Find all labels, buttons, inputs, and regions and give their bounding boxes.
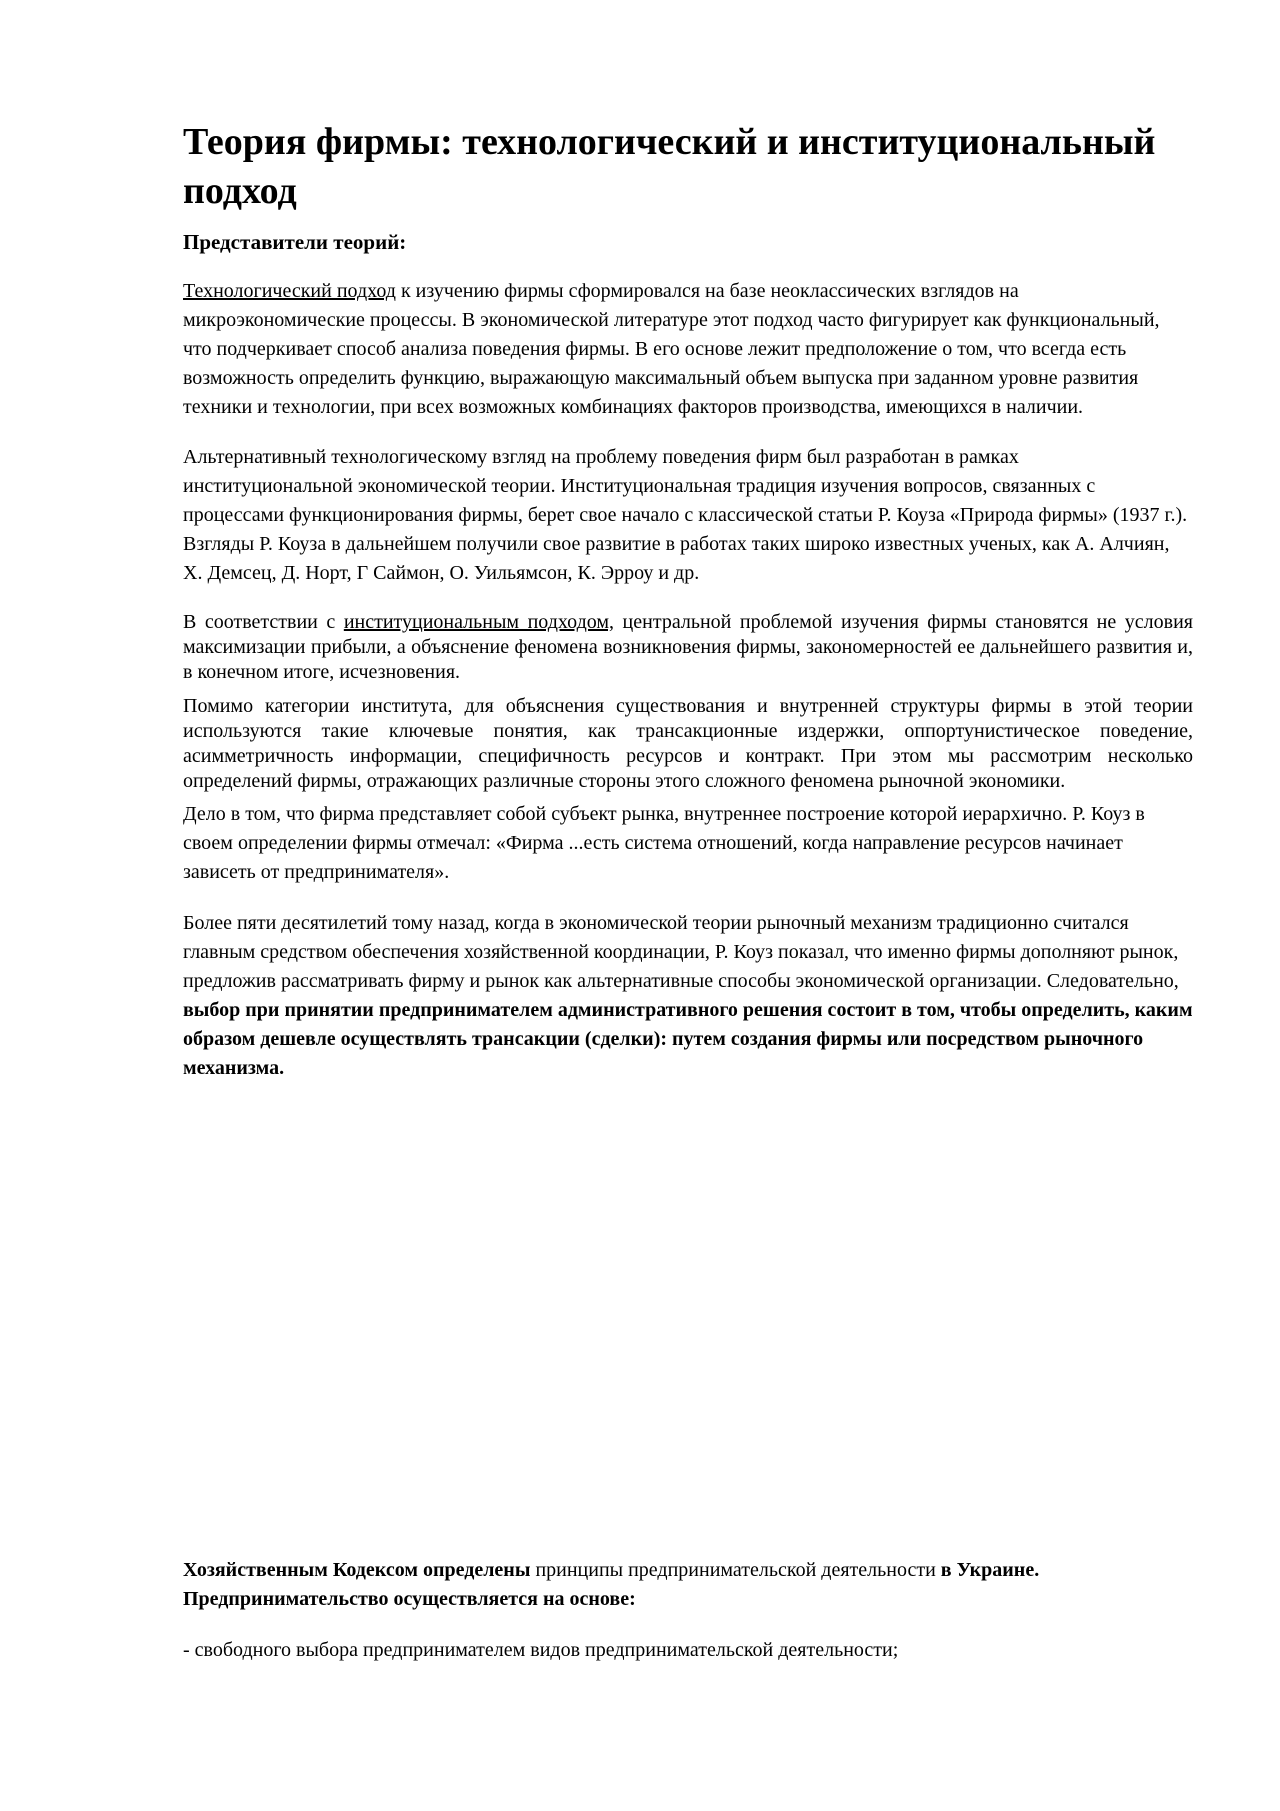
list-item: - свободного выбора предпринимателем видов предпринимательской деятельности; <box>183 1639 899 1661</box>
paragraph-text: принципы предпринимательской деятельности <box>530 1559 941 1581</box>
institutional-approach-link[interactable]: институциональным подходом, <box>343 611 615 633</box>
paragraph-institutional-approach <box>183 610 1193 685</box>
paragraph-economic-code <box>183 1556 1193 1614</box>
document-title: Теория фирмы: технологический и институциональный подход <box>183 121 1156 212</box>
section-subheading: Представители теорий: <box>183 230 407 254</box>
paragraph-bold-text: в Украине. Предпринимательство осуществляется на основе: <box>183 1559 1040 1610</box>
paragraph-text: В соответствии с <box>183 611 344 633</box>
paragraph-text: центральной проблемой изучения фирмы становятся не условия максимизации прибыли, а объяснение феномена возникновения фирмы, закономерностей ее дальнейшего развития и, в конечном итоге, исчезновения. <box>183 611 1193 683</box>
paragraph-firm-definition: Дело в том, что фирма представляет собой субъект рынка, внутреннее построение которой иерархично. Р. Коуз в своем определении фирмы отмечал: «Фирма ...есть система отношений, когда направление ресурсов начинает зависеть от предпринимателя». <box>183 803 1145 883</box>
paragraph-coase <box>183 909 1193 1083</box>
paragraph-text: к изучению фирмы сформировался на базе неоклассических взглядов на микроэкономические процессы. В экономической литературе этот подход часто фигурирует как функциональный, что подчеркивает способ анализа поведения фирмы. В его основе лежит предположение о том, что всегда есть возможность определить функцию, выражающую максимальный объем выпуска при заданном уровне развития техники и технологии, при всех возможных комбинациях факторов производства, имеющихся в наличии. <box>183 280 1160 418</box>
paragraph-technological-approach <box>183 277 1193 422</box>
paragraph-alternative-view: Альтернативный технологическому взгляд на проблему поведения фирм был разработан в рамках институциональной экономической теории. Институциональная традиция изучения вопросов, связанных с процессами функционирования фирмы, берет свое начало с классической статьи Р. Коуза «Природа фирмы» (1937 г.). Взгляды Р. Коуза в дальнейшем получили свое развитие в работах таких широко известных ученых, как А. Алчиян, Х. Демсец, Д. Норт, Г Саймон, О. Уильямсон, К. Эрроу и др. <box>183 446 1188 584</box>
paragraph-bold-text: Хозяйственным Кодексом определены <box>183 1559 531 1581</box>
paragraph-text: Более пяти десятилетий тому назад, когда в экономической теории рыночный механизм традиционно считался главным средством обеспечения хозяйственной координации, Р. Коуз показал, что именно фирмы дополняют рынок, предложив рассматривать фирму и рынок как альтернативные способы экономической организации. Следовательно, <box>183 912 1179 992</box>
paragraph-bold-text: выбор при принятии предпринимателем административного решения состоит в том, чтобы определить, каким образом дешевле осуществлять трансакции (сделки): путем создания фирмы или посредством рыночного механизма. <box>183 999 1193 1079</box>
document-page <box>183 118 1193 1661</box>
technological-approach-link[interactable]: Технологический подход <box>183 280 396 302</box>
paragraph-key-concepts: Помимо категории института, для объяснения существования и внутренней структуры фирмы в этой теории используются такие ключевые понятия, как трансакционные издержки, оппортунистическое поведение, асимметричность информации, специфичность ресурсов и контракт. При этом мы рассмотрим несколько определений фирмы, отражающих различные стороны этого сложного феномена рыночной экономики. <box>183 695 1193 792</box>
